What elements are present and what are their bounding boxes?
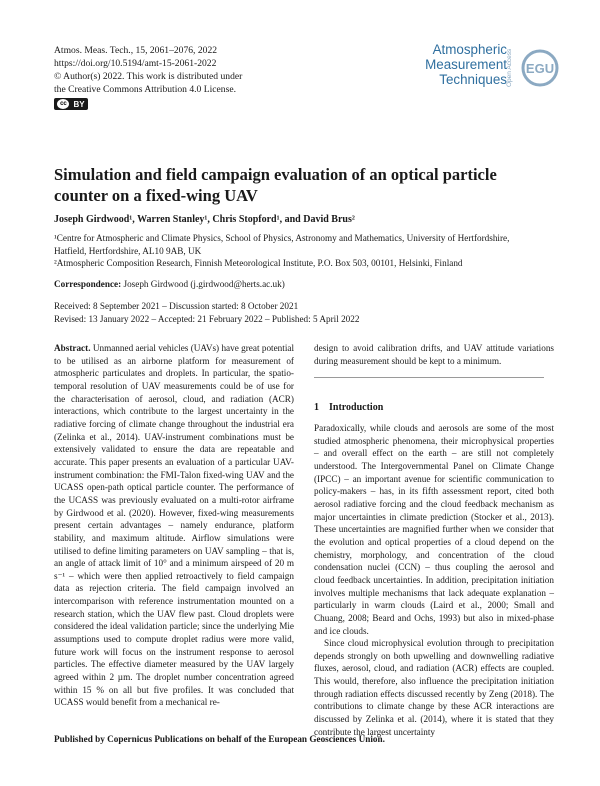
affiliation-1-line1: ¹Centre for Atmospheric and Climate Physics, School of Physics, Astronomy and Mathematics, University of Hertfordshire, [54,233,510,243]
open-access-label: Open Access [506,48,513,88]
correspondence [54,279,285,289]
intro-paragraph-1: Paradoxically, while clouds and aerosols are some of the most studied atmospheric phenomena, their microphysical properties – and overall effect on the earth – are still not completely understood. The Intergovernmental Panel on Climate Change (IPCC) – an important avenue for scientific communication to policy-makers – has, in its fifth assessment report, cited both aerosol radiative forcing and the cloud feedback mechanism as major uncertainties in climate prediction (Stocker et al., 2013). These uncertainties are magnified further when we consider that the evolution and optical properties of a cloud depend on the chemistry, morphology, and concentration of the cloud condensation nuclei (CCN) – thus coupling the aerosol and cloud feedback uncertainties. In addition, precipitation initiation involves multiple mechanisms that lack adequate explanation – particularly in warm clouds (Laird et al., 2000; Small and Chuang, 2008; Beard and Ochs, 1993) but also in mixed-phase and ice clouds. [314,423,554,636]
journal-name [377,42,507,87]
section-title: Introduction [329,402,384,413]
article-dates [54,300,359,325]
section-heading [314,402,383,413]
citation-block [54,44,242,96]
revised-date: Revised: 13 January 2022 – Accepted: 21 February 2022 – Published: 5 April 2022 [54,313,360,324]
abstract-continuation [314,342,554,367]
abstract-text: Unmanned aerial vehicles (UAVs) have great potential to be utilised as an airborne platform for measurement of atmospheric particulates and droplets. In particular, the spatio-temporal resolution of UAV measurements could be of use for the characterisation of aerosol, cloud, and radiation (ACR) interactions, which contribute to the largest uncertainty in the radiative forcing of climate change throughout the industrial era (Zelinka et al., 2014). UAV-instrument combinations must be extensively validated to ensure the data are repeatable and accurate. This paper presents an evaluation of a particular UAV-instrument combination: the FMI-Talon fixed-wing UAV and the UCASS open-path optical particle counter. The performance of the UCASS was previously evaluated on a multi-rotor airframe by Girdwood et al. (2020). However, fixed-wing measurements present certain advantages – namely endurance, platform stability, and maximum altitude. Airflow simulations were utilised to define limiting parameters on UAV sampling – that is, an angle of attack limit of 10° and a minimum airspeed of 20 m s⁻¹ – which were then applied retroactively to field campaign data as rejection criteria. The field campaign involved an intercomparison with reference instrumentation mounted on a research station, which the UAV flew past. Cloud droplets were considered the ideal validation particle; since the underlying Mie assumptions used to compute droplet radius were more valid, future work will focus on the instrument response to aerosol particles. The effective diameter measured by the UAV largely agreed within 2 µm. The droplet number concentration agreed within 15 % on all but five profiles. It was concluded that UCASS would benefit from a mechanical re- [54,343,294,708]
abstract-label: Abstract. [54,343,91,353]
section-number: 1 [314,402,319,413]
received-date: Received: 8 September 2021 – Discussion started: 8 October 2021 [54,301,299,311]
cc-by-license-icon[interactable] [54,98,88,110]
journal-name-line3: Techniques [439,72,507,87]
correspondence-email[interactable]: Joseph Girdwood (j.girdwood@herts.ac.uk) [121,279,285,289]
citation: Atmos. Meas. Tech., 15, 2061–2076, 2022 [54,45,218,56]
publisher-footer: Published by Copernicus Publications on behalf of the European Geosciences Union. [54,734,385,744]
license-text: the Creative Commons Attribution 4.0 License. [54,84,236,95]
affiliations [54,232,554,270]
copyright: © Author(s) 2022. This work is distributed under [54,71,243,82]
title-line1: Simulation and field campaign evaluation of an optical particle [54,165,497,184]
by-label: BY [73,99,85,109]
intro-paragraph-2: Since cloud microphysical evolution through to precipitation depends strongly on both upwelling and downwelling radiative fluxes, aerosol, cloud, and radiation (ACR) effects are coupled. This would, therefore, also influence the precipitation initiation through radiation effects discussed recently by Zeng (2018). The contributions to climate change by these ACR interactions are discussed by Zelinka et al. (2014), where it is stated that they contribute the largest uncertainty [314,638,554,737]
correspondence-label: Correspondence: [54,279,122,289]
egu-logo-text: EGU [525,61,555,76]
abstract [54,342,294,709]
affiliation-2: ²Atmospheric Composition Research, Finnish Meteorological Institute, P.O. Box 503, 00101, Helsinki, Finland [54,258,463,269]
cc-icon: cc [57,99,69,109]
affiliation-1-line2: Hatfield, Hertfordshire, AL10 9AB, UK [54,245,202,256]
journal-name-line1: Atmospheric [432,42,507,57]
journal-name-line2: Measurement [425,57,507,72]
article-title [54,164,554,206]
section-divider [314,377,544,378]
abstract-continuation-text: design to avoid calibration drifts, and UAV attitude variations during measurement should be kept to a minimum. [314,343,554,366]
egu-logo-icon [518,48,562,88]
doi-link[interactable]: https://doi.org/10.5194/amt-15-2061-2022 [54,58,217,69]
title-line2: counter on a fixed-wing UAV [54,186,258,205]
introduction-body [314,422,554,738]
author-list: Joseph Girdwood¹, Warren Stanley¹, Chris Stopford¹, and David Brus² [54,214,355,225]
